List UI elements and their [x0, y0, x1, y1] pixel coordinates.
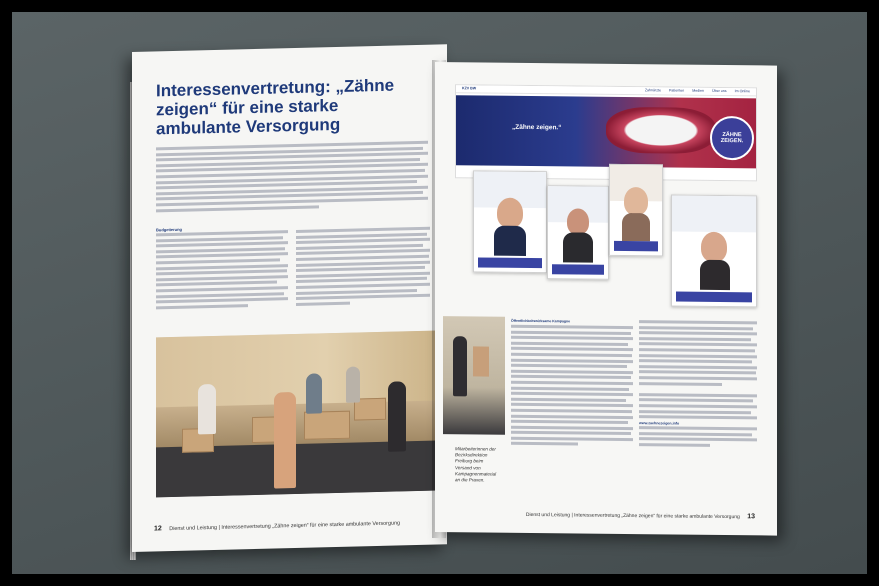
poster-card-3 — [609, 164, 663, 257]
left-footer-text: Dienst und Leistung | Interessenvertretung „Zähne zeigen“ für eine starke ambulante Versorgung — [169, 520, 400, 533]
right-footer-text: Dienst und Leistung | Interessenvertretung „Zähne zeigen“ für eine starke ambulante Versorgung — [525, 511, 740, 521]
magazine-right-page — [435, 62, 777, 536]
section-heading: Öffentlichkeitswirksame Kampagne — [511, 318, 571, 324]
left-page-footer — [154, 519, 400, 532]
article-headline: Interessenvertretung: „Zähne zeigen“ für eine starke ambulante Versorgung — [156, 75, 395, 139]
left-page-number: 12 — [154, 525, 162, 533]
article-lead-text — [156, 141, 428, 215]
article-column-1 — [156, 224, 288, 312]
staff-packing-photo — [156, 331, 438, 498]
nav-item-online: Im Online — [734, 89, 750, 94]
side-heading: Budgetierung — [156, 226, 182, 233]
poster-card-2 — [547, 185, 609, 280]
nav-item-zahnaerzte: Zahnärzte — [644, 88, 662, 93]
nav-item-ueber-uns: Über uns — [712, 88, 727, 94]
website-hero-banner — [456, 95, 756, 168]
poster-card-1 — [473, 170, 547, 273]
poster-card-4 — [671, 194, 757, 307]
campaign-badge: ZÄHNE ZEIGEN. — [710, 116, 754, 160]
staff-photo-detail — [443, 316, 505, 435]
hero-title: „Zähne zeigen.“ — [512, 123, 562, 132]
photo-caption: Mitarbeiterinnen der Bezirksdirektion Freiburg beim Versand von Kampagnenmaterial an die Praxen. — [455, 446, 497, 483]
right-page-number: 13 — [747, 513, 755, 521]
nav-item-medien: Medien — [692, 88, 705, 93]
magazine-left-page — [132, 44, 447, 552]
photo-background — [12, 12, 867, 574]
right-page-footer — [526, 511, 755, 520]
website-mention: www.zaehnezeigen.info — [639, 420, 680, 426]
smile-image — [606, 107, 716, 154]
right-column-2 — [639, 320, 757, 450]
nav-item-patienten: Patienten — [669, 88, 685, 93]
article-column-2 — [296, 227, 430, 309]
website-logo: KZV BW — [462, 86, 477, 91]
website-nav — [456, 85, 756, 96]
right-column-1 — [511, 319, 633, 449]
website-screenshot — [455, 84, 757, 181]
